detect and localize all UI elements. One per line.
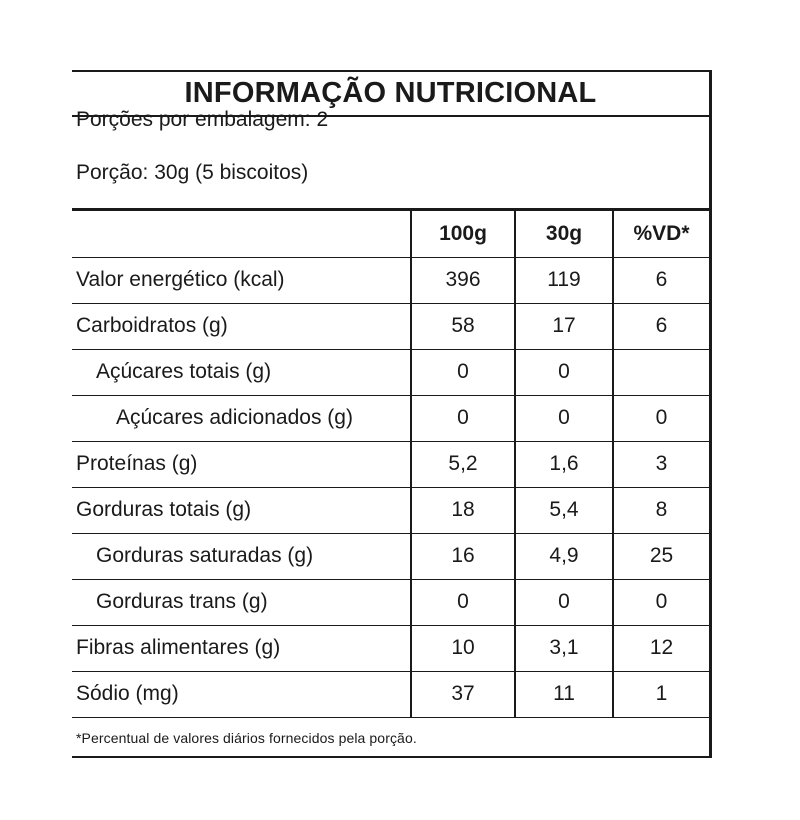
nutrient-name: Sódio (mg) (72, 671, 411, 717)
serving-size: Porção: 30g (5 biscoitos) (76, 161, 309, 184)
table-row (72, 487, 709, 533)
value-30g: 1,6 (515, 441, 613, 487)
value-30g: 0 (515, 395, 613, 441)
nutrient-name: Valor energético (kcal) (72, 257, 411, 303)
column-header-100g: 100g (411, 211, 515, 257)
label-title: INFORMAÇÃO NUTRICIONAL (72, 72, 709, 117)
column-header-vd: %VD* (613, 211, 709, 257)
value-vd: 0 (613, 395, 709, 441)
value-100g: 10 (411, 625, 515, 671)
value-100g: 37 (411, 671, 515, 717)
value-vd: 12 (613, 625, 709, 671)
value-vd: 1 (613, 671, 709, 717)
value-vd: 6 (613, 303, 709, 349)
nutrient-name: Açúcares totais (g) (72, 349, 411, 395)
value-100g: 58 (411, 303, 515, 349)
table-row (72, 303, 709, 349)
value-vd: 3 (613, 441, 709, 487)
value-vd (613, 349, 709, 395)
table-row (72, 349, 709, 395)
table-row (72, 579, 709, 625)
daily-value-footnote: *Percentual de valores diários fornecidos pela porção. (76, 729, 417, 746)
value-100g: 396 (411, 257, 515, 303)
value-30g: 5,4 (515, 487, 613, 533)
table-header-row (72, 211, 709, 257)
nutrition-table (72, 211, 709, 718)
nutrient-name: Gorduras totais (g) (72, 487, 411, 533)
column-header-30g: 30g (515, 211, 613, 257)
table-row (72, 671, 709, 717)
servings-per-package: Porções por embalagem: 2 (76, 108, 329, 131)
value-100g: 5,2 (411, 441, 515, 487)
nutrient-name: Gorduras saturadas (g) (72, 533, 411, 579)
table-row (72, 625, 709, 671)
value-30g: 11 (515, 671, 613, 717)
serving-info (72, 108, 709, 211)
value-100g: 0 (411, 395, 515, 441)
value-30g: 119 (515, 257, 613, 303)
value-vd: 8 (613, 487, 709, 533)
value-vd: 0 (613, 579, 709, 625)
nutrient-name: Carboidratos (g) (72, 303, 411, 349)
value-100g: 0 (411, 579, 515, 625)
table-row (72, 257, 709, 303)
column-header-nutrient (72, 211, 411, 257)
value-100g: 18 (411, 487, 515, 533)
value-30g: 4,9 (515, 533, 613, 579)
value-30g: 17 (515, 303, 613, 349)
nutrition-facts-label (72, 70, 712, 758)
nutrient-name: Proteínas (g) (72, 441, 411, 487)
value-30g: 0 (515, 349, 613, 395)
value-100g: 16 (411, 533, 515, 579)
value-30g: 0 (515, 579, 613, 625)
value-vd: 6 (613, 257, 709, 303)
nutrient-name: Gorduras trans (g) (72, 579, 411, 625)
nutrient-name: Fibras alimentares (g) (72, 625, 411, 671)
table-row (72, 533, 709, 579)
value-100g: 0 (411, 349, 515, 395)
table-row (72, 395, 709, 441)
value-30g: 3,1 (515, 625, 613, 671)
value-vd: 25 (613, 533, 709, 579)
table-row (72, 441, 709, 487)
nutrient-name: Açúcares adicionados (g) (72, 395, 411, 441)
